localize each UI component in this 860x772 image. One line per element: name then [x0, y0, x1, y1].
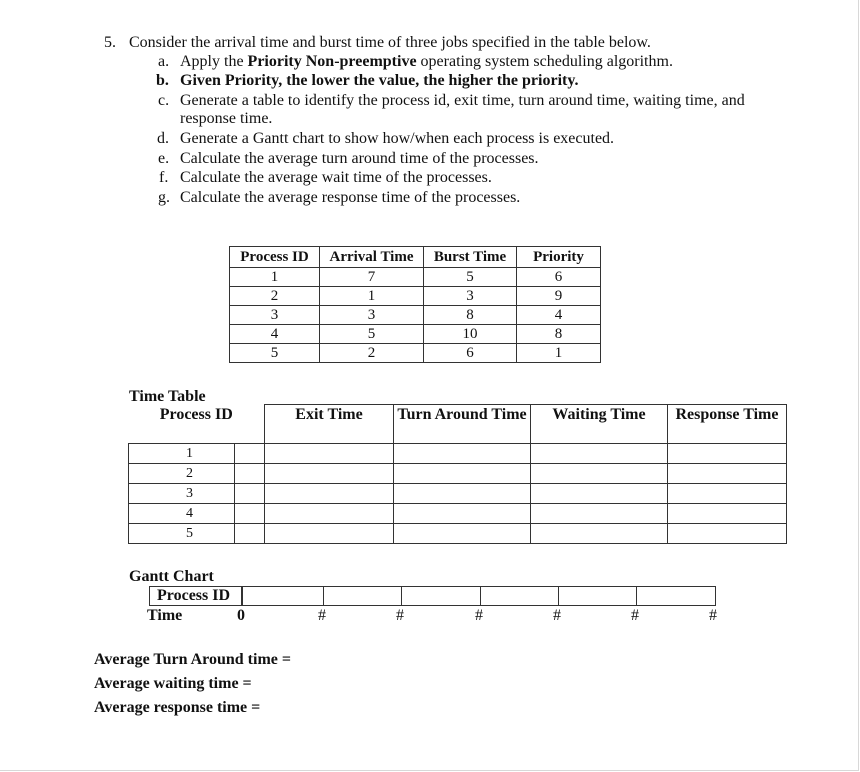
table-row: [230, 287, 601, 306]
cell: 3: [424, 287, 517, 306]
question-intro: Consider the arrival time and burst time of three jobs specified in the table below.: [129, 34, 651, 51]
gantt-divider: [480, 586, 481, 606]
turnaround-cell[interactable]: [394, 484, 531, 504]
exit-time-cell[interactable]: [265, 464, 394, 484]
process-id-cell: [129, 464, 265, 484]
response-cell[interactable]: [668, 484, 787, 504]
turnaround-cell[interactable]: [394, 464, 531, 484]
table-row: [230, 344, 601, 363]
gantt-bar[interactable]: [241, 586, 716, 606]
item-b-marker: b.: [156, 72, 169, 89]
item-g-text: Calculate the average response time of the processes.: [180, 189, 521, 206]
gantt-time-mark: #: [396, 607, 404, 624]
cell: 10: [424, 325, 517, 344]
time-table-header: [129, 405, 787, 444]
waiting-cell[interactable]: [531, 464, 668, 484]
item-f-text: Calculate the average wait time of the processes.: [180, 169, 492, 186]
turnaround-cell[interactable]: [394, 504, 531, 524]
average-turnaround: Average Turn Around time =: [94, 651, 291, 668]
exit-time-cell[interactable]: [265, 484, 394, 504]
item-c-line2: response time.: [180, 110, 273, 127]
table-row: [129, 444, 787, 464]
gantt-time-mark: #: [475, 607, 483, 624]
cell: 8: [424, 306, 517, 325]
item-d-text: Generate a Gantt chart to show how/when each process is executed.: [180, 130, 615, 147]
item-c-line1: Generate a table to identify the process id, exit time, turn around time, waiting time, and: [180, 92, 745, 109]
gantt-time-mark: #: [631, 607, 639, 624]
cell: 1: [320, 287, 424, 306]
process-id-cell: [129, 524, 265, 544]
item-g-marker: g.: [158, 189, 170, 206]
cell: 4: [517, 306, 601, 325]
cell: 1: [230, 268, 320, 287]
cell: 2: [320, 344, 424, 363]
cell: 9: [517, 287, 601, 306]
gantt-divider: [323, 586, 324, 606]
header-response-time: Response Time: [668, 405, 787, 444]
gantt-time-mark: #: [553, 607, 561, 624]
process-id: 5: [145, 524, 235, 543]
exit-time-cell[interactable]: [265, 444, 394, 464]
header-burst-time: Burst Time: [424, 247, 517, 268]
item-e-marker: e.: [158, 150, 170, 167]
cell: 8: [517, 325, 601, 344]
process-id: 2: [145, 464, 235, 483]
gantt-time-mark: #: [318, 607, 326, 624]
process-id-cell: [129, 444, 265, 464]
item-f-marker: f.: [159, 169, 169, 186]
process-id: 4: [145, 504, 235, 523]
cell: 3: [320, 306, 424, 325]
time-table-title: Time Table: [129, 388, 206, 405]
table-row: [129, 484, 787, 504]
cell: 5: [230, 344, 320, 363]
header-exit-time: Exit Time: [265, 405, 394, 444]
cell: 1: [517, 344, 601, 363]
table-row: [230, 306, 601, 325]
table-row: [129, 524, 787, 544]
table-row: [230, 268, 601, 287]
gantt-time-start: 0: [237, 607, 245, 624]
exit-time-cell[interactable]: [265, 504, 394, 524]
gantt-divider: [401, 586, 402, 606]
item-a-marker: a.: [158, 53, 170, 70]
table-row: [230, 325, 601, 344]
gantt-time-mark: #: [709, 607, 717, 624]
turnaround-cell[interactable]: [394, 524, 531, 544]
header-process-id: Process ID: [230, 247, 320, 268]
table-row: [129, 504, 787, 524]
average-waiting: Average waiting time =: [94, 675, 252, 692]
response-cell[interactable]: [668, 464, 787, 484]
cell: 4: [230, 325, 320, 344]
cell: 3: [230, 306, 320, 325]
process-table: [229, 246, 601, 363]
waiting-cell[interactable]: [531, 504, 668, 524]
gantt-process-label: Process ID: [157, 587, 231, 604]
process-table-header: [230, 247, 601, 268]
gantt-divider: [558, 586, 559, 606]
item-b-text: Given Priority, the lower the value, the higher the priority.: [180, 72, 579, 89]
item-a-text: Apply the Priority Non-preemptive operating system scheduling algorithm.: [180, 53, 673, 70]
process-id-cell: [129, 504, 265, 524]
response-cell[interactable]: [668, 524, 787, 544]
waiting-cell[interactable]: [531, 484, 668, 504]
response-cell[interactable]: [668, 444, 787, 464]
cell: 7: [320, 268, 424, 287]
response-cell[interactable]: [668, 504, 787, 524]
process-id-cell: [129, 484, 265, 504]
header-arrival-time: Arrival Time: [320, 247, 424, 268]
process-id: 3: [145, 484, 235, 503]
header-priority: Priority: [517, 247, 601, 268]
item-d-marker: d.: [157, 130, 169, 147]
gantt-time-label: Time: [147, 607, 183, 624]
question-number: 5.: [104, 34, 116, 51]
turnaround-cell[interactable]: [394, 444, 531, 464]
waiting-cell[interactable]: [531, 524, 668, 544]
gantt-divider: [636, 586, 637, 606]
item-e-text: Calculate the average turn around time of the processes.: [180, 150, 539, 167]
cell: 2: [230, 287, 320, 306]
cell: 5: [424, 268, 517, 287]
cell: 6: [424, 344, 517, 363]
item-c-marker: c.: [158, 92, 170, 109]
time-table: [128, 404, 787, 544]
process-id: 1: [145, 444, 235, 463]
header-process-id: Process ID: [129, 405, 265, 444]
header-turn-around-time: Turn Around Time: [394, 405, 531, 444]
header-waiting-time: Waiting Time: [531, 405, 668, 444]
cell: 6: [517, 268, 601, 287]
average-response: Average response time =: [94, 699, 261, 716]
exit-time-cell[interactable]: [265, 524, 394, 544]
gantt-title: Gantt Chart: [129, 568, 214, 585]
waiting-cell[interactable]: [531, 444, 668, 464]
cell: 5: [320, 325, 424, 344]
table-row: [129, 464, 787, 484]
